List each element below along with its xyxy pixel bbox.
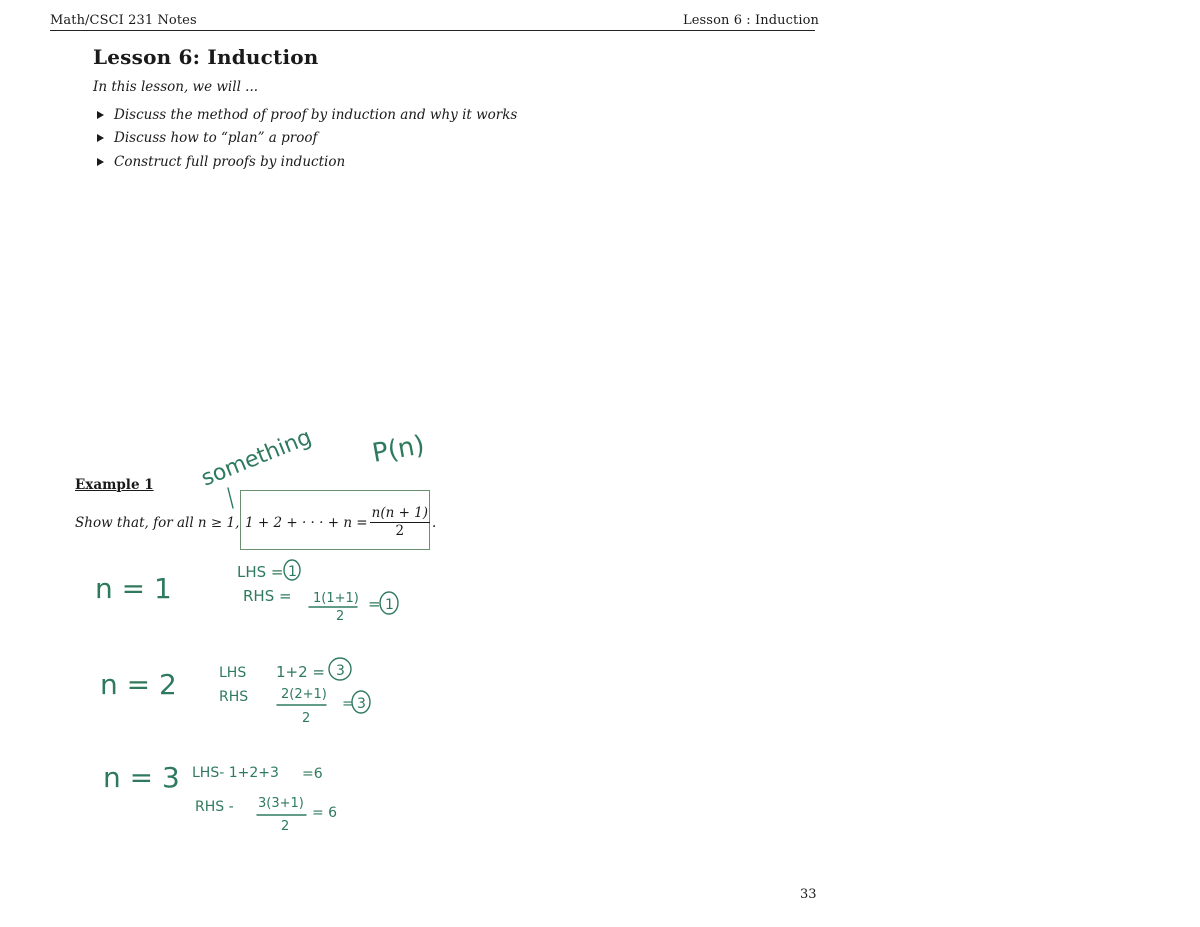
handwriting-case3-rhs-val: = 6 [312, 805, 338, 821]
header-left: Math/CSCI 231 Notes [50, 13, 197, 28]
handwriting-case2-rhs-val: 3 [357, 696, 366, 712]
formula-numerator: n(n + 1) [371, 505, 429, 521]
handwriting-case1-rhs-val: 1 [385, 597, 394, 613]
formula-denominator: 2 [395, 523, 405, 539]
handwriting-case1-rhs: RHS = [243, 587, 292, 605]
handwriting-case2-label: n = 2 [100, 668, 177, 701]
handwriting-case1-lhs-val: 1 [288, 564, 297, 580]
handwriting-case1-lhs: LHS = [237, 563, 284, 581]
handwriting-something: something [197, 424, 316, 492]
list-item: Construct full proofs by induction [93, 150, 517, 174]
handwriting-case3-label: n = 3 [103, 761, 180, 794]
intro-text: In this lesson, we will ... [93, 79, 259, 95]
list-item: Discuss the method of proof by induction and why it works [93, 103, 517, 127]
handwriting-case2-lhs-expr: 1+2 = [276, 663, 325, 681]
handwriting-case3-rhs-num: 3(3+1) [258, 796, 304, 811]
handwriting-arrow-stroke [228, 488, 233, 508]
example-statement: Show that, for all n ≥ 1, [75, 515, 240, 531]
formula-period: . [432, 514, 437, 531]
lesson-title: Lesson 6: Induction [93, 45, 319, 69]
handwriting-case2-rhs: RHS [219, 689, 249, 705]
handwriting-case3-rhs: RHS - [195, 799, 234, 815]
example-label: Example 1 [75, 477, 154, 493]
handwriting-case2-lhs-val: 3 [336, 663, 345, 679]
handwriting-case3-lhs-val: =6 [302, 766, 323, 782]
handwriting-case3-lhs: LHS- 1+2+3 [192, 765, 279, 781]
handwriting-case2-rhs-num: 2(2+1) [281, 687, 327, 702]
page-number: 33 [800, 887, 817, 902]
header-right: Lesson 6 : Induction [683, 13, 819, 28]
handwriting-case1-label: n = 1 [95, 572, 172, 605]
handwriting-case2-rhs-eq: = [342, 696, 354, 712]
handwriting-case2-lhs: LHS [219, 665, 247, 681]
handwriting-case1-rhs-den: 2 [336, 609, 345, 624]
formula-lhs: 1 + 2 + · · · + n = [245, 514, 368, 531]
handwriting-case1-rhs-num: 1(1+1) [313, 591, 359, 606]
handwriting-case2-rhs-den: 2 [302, 711, 311, 726]
list-item: Discuss how to “plan” a proof [93, 127, 517, 151]
handwriting-pn: P(n) [370, 430, 427, 469]
handwriting-case1-rhs-eq: = [368, 595, 381, 613]
handwriting-case3-rhs-den: 2 [281, 819, 290, 834]
